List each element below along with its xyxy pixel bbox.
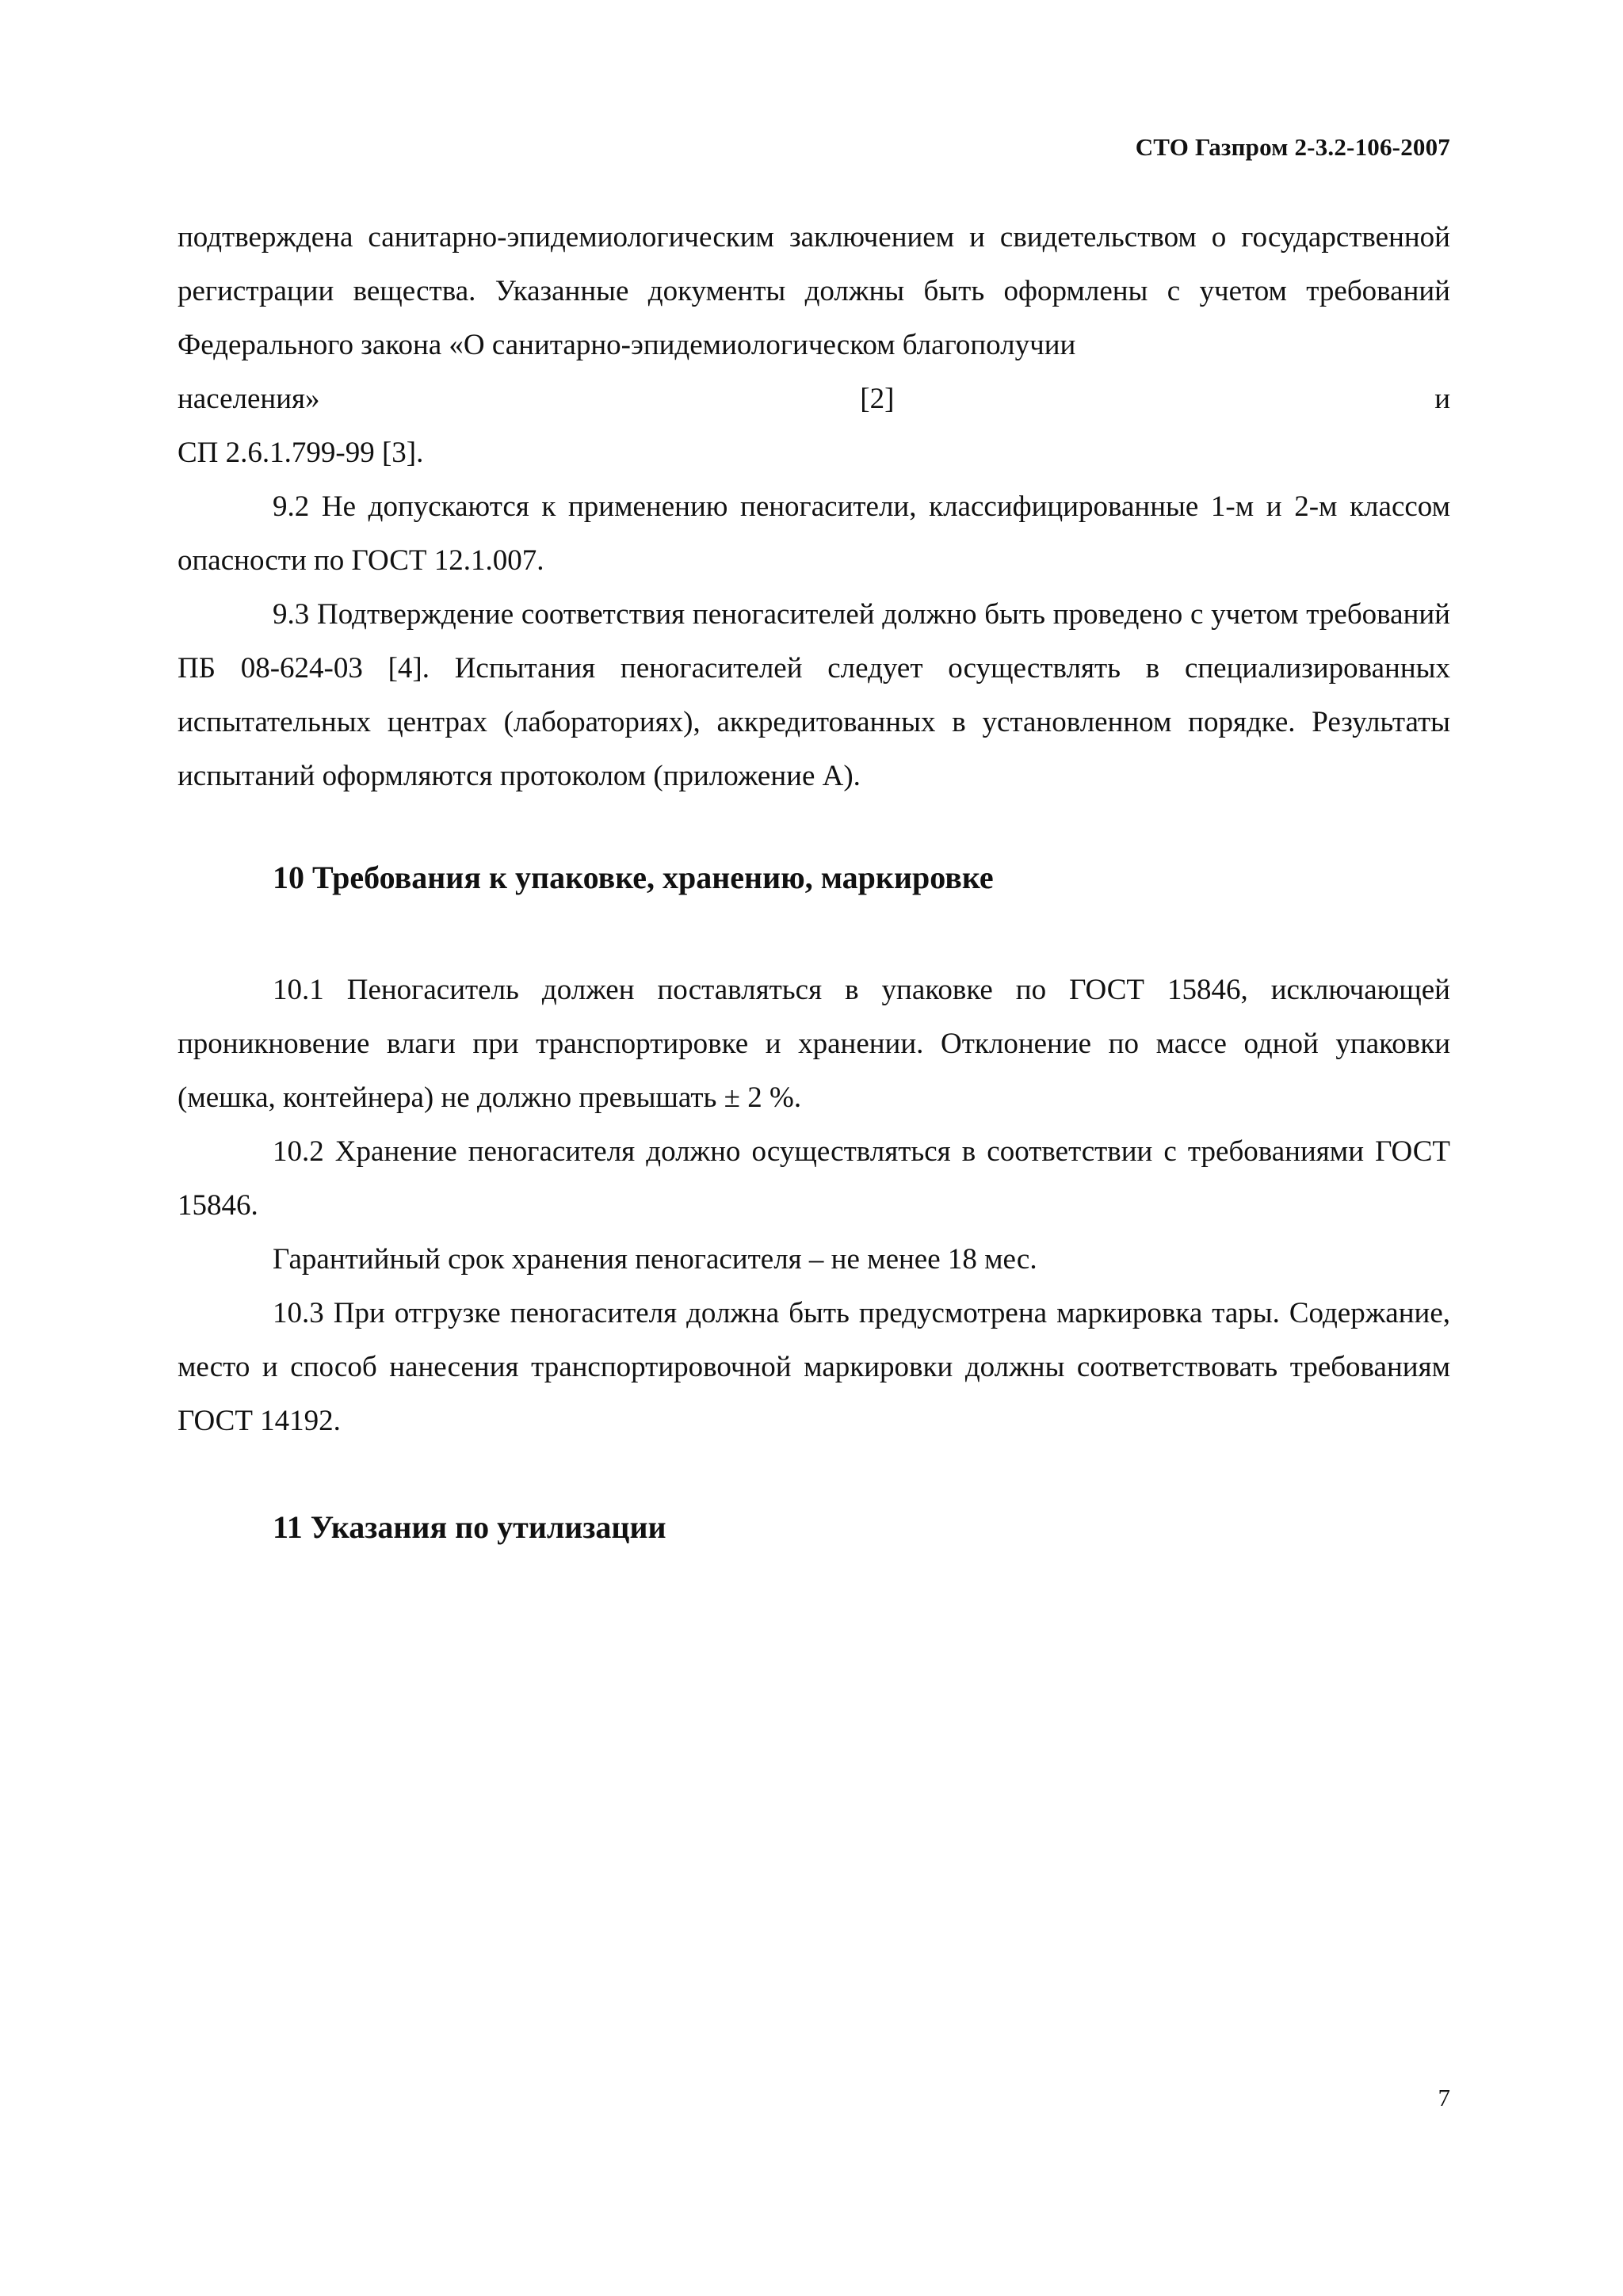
- text-fragment: населения»: [178, 383, 320, 415]
- paragraph-10-3: 10.3 При отгрузке пеногасителя должна быть предусмотрена маркировка тары. Содержание, место и способ нанесения транспортировочной маркировки должны соответствовать требованиям ГОСТ 14192.: [178, 1297, 1450, 1437]
- paragraph-10-2-warranty: Гарантийный срок хранения пеногасителя – не менее 18 мес.: [273, 1243, 1037, 1276]
- section-heading-10: 10 Требования к упаковке, хранению, маркировке: [273, 860, 994, 895]
- document-body: [178, 211, 1450, 1554]
- reference-marker: [2]: [860, 383, 895, 415]
- text-fragment: и: [1434, 383, 1450, 415]
- paragraph-9-3: 9.3 Подтверждение соответствия пеногасителей должно быть проведено с учетом требований ПБ 08-624-03 [4]. Испытания пеногасителей следует осуществлять в специализированных испытательных центрах (лабораториях), аккредитованных в установленном порядке. Результаты испытаний оформляются протоколом (приложение А).: [178, 598, 1450, 792]
- section-heading-11: 11 Указания по утилизации: [273, 1509, 666, 1545]
- page-number: 7: [1438, 2084, 1450, 2111]
- paragraph-10-1: 10.1 Пеногаситель должен поставляться в упаковке по ГОСТ 15846, исключающей проникновение влаги при транспортировке и хранении. Отклонение по массе одной упаковки (мешка, контейнера) не должно превышать ± 2 %.: [178, 974, 1450, 1114]
- document-code-header: СТО Газпром 2-3.2-106-2007: [1135, 133, 1450, 161]
- paragraph-continuation-spread-line: [178, 372, 1450, 426]
- paragraph-continuation: подтверждена санитарно-эпидемиологическим заключением и свидетельством о государственной регистрации вещества. Указанные документы должны быть оформлены с учетом требований Федерального закона «О санитарно-эпидемиологическом благополучии: [178, 221, 1450, 361]
- paragraph-10-2: 10.2 Хранение пеногасителя должно осуществляться в соответствии с требованиями ГОСТ 15846.: [178, 1135, 1450, 1222]
- paragraph-9-2: 9.2 Не допускаются к применению пеногасители, классифицированные 1-м и 2-м классом опасности по ГОСТ 12.1.007.: [178, 490, 1450, 577]
- paragraph-continuation-end: СП 2.6.1.799-99 [3].: [178, 437, 424, 469]
